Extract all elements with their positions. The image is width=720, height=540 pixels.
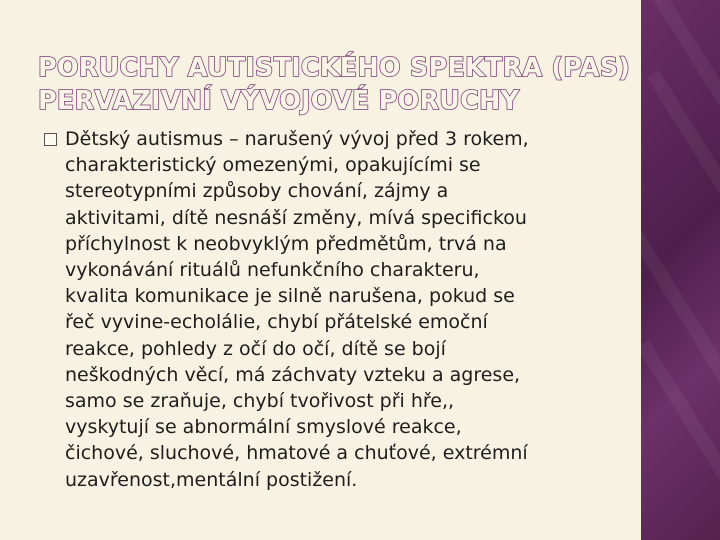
bullet-line: samo se zraňuje, chybí tvořivost při hře,, <box>65 390 455 413</box>
decorative-side-band <box>641 0 720 540</box>
bullet-line <box>65 126 634 152</box>
bullet-line: kvalita komunikace je silně narušena, pokud se <box>65 285 515 308</box>
bullet-text <box>65 126 634 493</box>
bullet-line-text: – narušený vývoj před 3 rokem, <box>223 128 529 150</box>
title-line-2: PERVAZIVNÍ VÝVOJOVÉ PORUCHY <box>38 86 520 116</box>
bullet-item <box>44 126 634 493</box>
bullet-line: příchylnost k neobvyklým předmětům, trvá na <box>65 232 507 255</box>
bullet-box-icon <box>44 133 57 146</box>
bullet-line: uzavřenost,mentální postižení. <box>65 468 358 491</box>
bullet-line: reakce, pohledy z očí do očí, dítě se bojí <box>65 337 446 360</box>
bullet-line: čichové, sluchové, hmatové a chuťové, extrémní <box>65 442 528 465</box>
slide-title <box>38 52 631 118</box>
bullet-line: řeč vyvine-echolálie, chybí přátelské emoční <box>65 311 488 334</box>
bullet-line: stereotypními způsoby chování, zájmy a <box>65 180 449 203</box>
bullet-line: aktivitami, dítě nesnáší změny, mívá specifickou <box>65 206 527 229</box>
title-line-1: PORUCHY AUTISTICKÉHO SPEKTRA (PAS) <box>38 53 631 83</box>
bullet-term: Dětský autismus <box>65 128 224 150</box>
bullet-line: vyskytují se abnormální smyslové reakce, <box>65 416 462 439</box>
bullet-line: neškodných věcí, má záchvaty vzteku a agrese, <box>65 363 521 386</box>
bullet-line: charakteristický omezenými, opakujícími se <box>65 154 481 177</box>
bullet-line: vykonávání rituálů nefunkčního charakteru, <box>65 259 480 282</box>
